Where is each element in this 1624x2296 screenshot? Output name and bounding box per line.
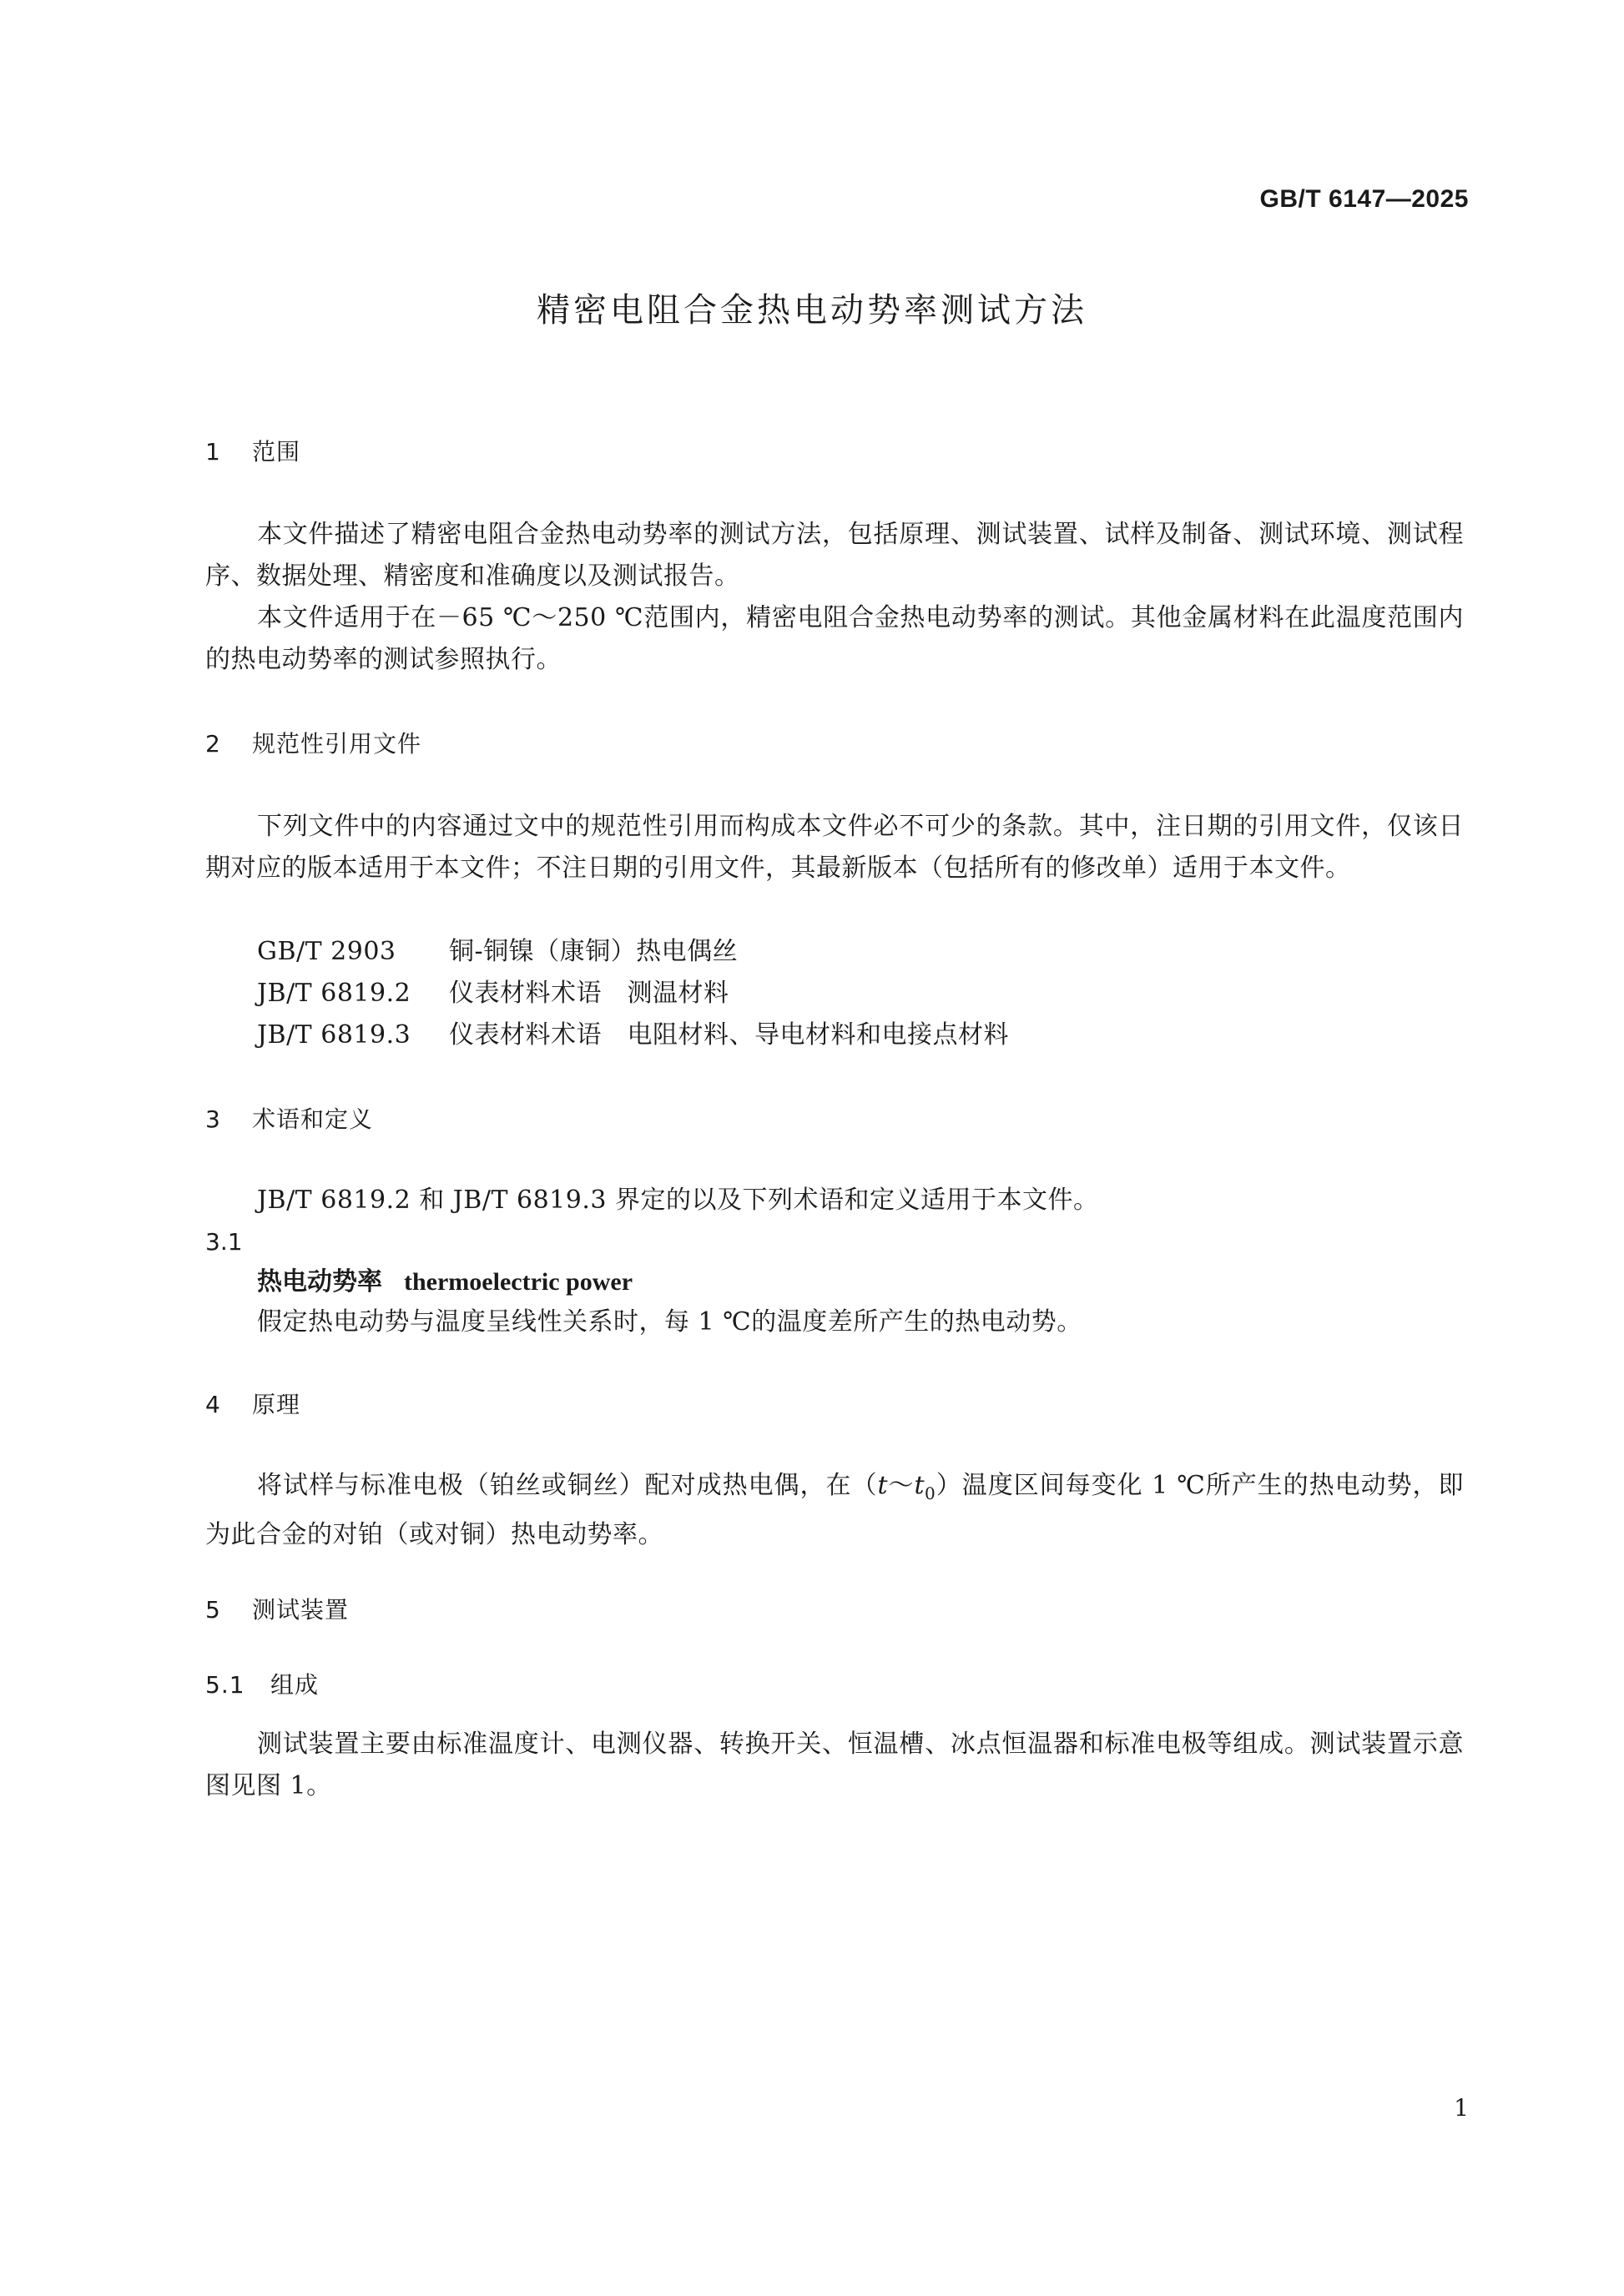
section-2-paragraph-1: 下列文件中的内容通过文中的规范性引用而构成本文件必不可少的条款。其中，注日期的引用文件，仅该日期对应的版本适用于本文件；不注日期的引用文件，其最新版本（包括所有的修改单）适用于本文件。: [205, 812, 1464, 883]
section-title: 测试装置: [252, 1596, 350, 1624]
principle-text-end: ）温度区间每变化 1 ℃所产生的热电动势，即为此合金的对铂（或对铜）热电动势率。: [205, 1471, 1465, 1549]
subsection-5-1-heading: [205, 1667, 319, 1700]
term-number: 3.1: [205, 1228, 243, 1256]
subsection-number: 5.1: [205, 1671, 245, 1699]
section-number: 2: [205, 730, 221, 758]
reference-name: 铜-铜镍（康铜）热电偶丝: [449, 937, 739, 966]
term-definition: 假定热电动势与温度呈线性关系时，每 1 ℃的温度差所产生的热电动势。: [257, 1307, 1082, 1337]
reference-item: [257, 931, 738, 973]
section-2-heading: [205, 726, 421, 759]
section-3-heading: [205, 1101, 373, 1135]
section-number: 1: [205, 438, 221, 466]
section-title: 原理: [252, 1391, 301, 1418]
section-1-paragraph-2: 本文件适用于在－65 ℃～250 ℃范围内，精密电阻合金热电动势率的测试。其他金属材料在此温度范围内的热电动势率的测试参照执行。: [205, 603, 1464, 674]
standard-code: GB/T 6147—2025: [1259, 185, 1469, 213]
subsection-title: 组成: [270, 1671, 320, 1699]
reference-name: 仪表材料术语 测温材料: [449, 979, 729, 1008]
reference-code: JB/T 6819.3: [257, 1020, 411, 1050]
term-chinese: 热电动势率: [257, 1267, 382, 1297]
term-english: thermoelectric power: [404, 1268, 633, 1296]
principle-text-start: 将试样与标准电极（铂丝或铜丝）配对成热电偶，在（: [257, 1471, 878, 1500]
section-number: 5: [205, 1596, 221, 1624]
section-5-heading: [205, 1592, 349, 1625]
reference-item: [257, 973, 729, 1015]
variable-t0: t: [914, 1471, 925, 1500]
reference-item: [257, 1015, 1009, 1056]
section-1-heading: [205, 434, 300, 467]
section-number: 4: [205, 1391, 221, 1418]
section-title: 规范性引用文件: [252, 730, 422, 758]
reference-code: JB/T 6819.2: [257, 979, 411, 1008]
section-1-paragraph-1: 本文件描述了精密电阻合金热电动势率的测试方法，包括原理、测试装置、试样及制备、测试环境、测试程序、数据处理、精密度和准确度以及测试报告。: [205, 520, 1464, 591]
reference-name: 仪表材料术语 电阻材料、导电材料和电接点材料: [449, 1020, 1009, 1050]
section-title: 术语和定义: [252, 1105, 374, 1133]
reference-code: GB/T 2903: [257, 937, 396, 966]
section-4-paragraph-1: [205, 1465, 1464, 1556]
range-tilde: ～: [888, 1471, 915, 1500]
document-title: 精密电阻合金热电动势率测试方法: [537, 291, 1087, 330]
section-5-paragraph-1: 测试装置主要由标准温度计、电测仪器、转换开关、恒温槽、冰点恒温器和标准电极等组成。测试装置示意图见图 1。: [205, 1730, 1464, 1800]
variable-t: t: [877, 1471, 889, 1500]
term-entry: [257, 1261, 633, 1303]
section-number: 3: [205, 1105, 221, 1133]
section-3-paragraph-1: JB/T 6819.2 和 JB/T 6819.3 界定的以及下列术语和定义适用于本文件。: [257, 1186, 1099, 1215]
subscript-zero: 0: [925, 1483, 936, 1503]
page-number: 1: [1454, 2094, 1469, 2122]
section-4-heading: [205, 1387, 300, 1420]
section-title: 范围: [252, 438, 301, 466]
